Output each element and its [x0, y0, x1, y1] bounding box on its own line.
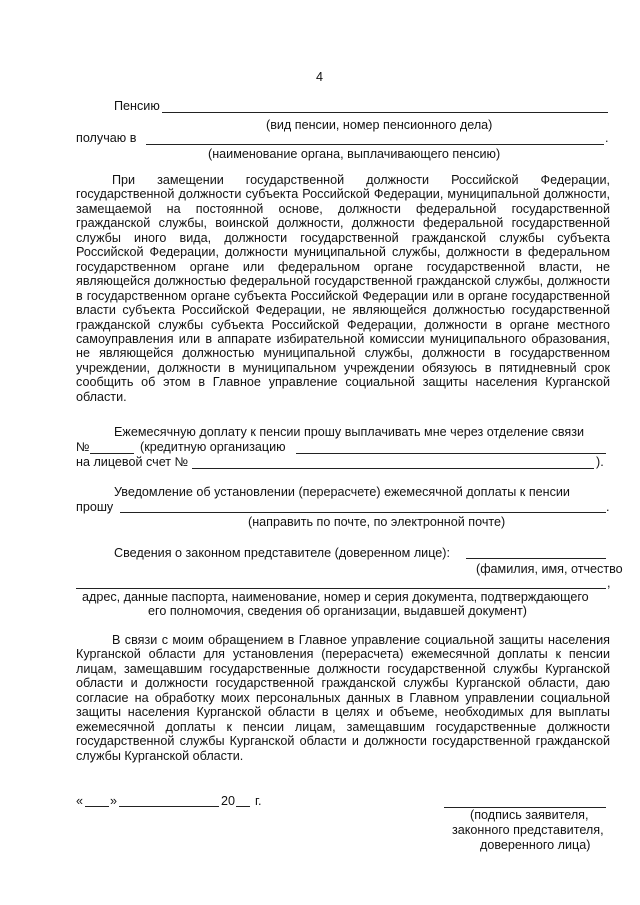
- page-number: 4: [316, 70, 324, 84]
- representative-note-line1: адрес, данные паспорта, наименование, номер и серия документа, подтверждающего: [82, 590, 589, 604]
- payment-no-label: №: [76, 440, 90, 454]
- notification-ask: прошу: [76, 500, 114, 514]
- consent-text: В связи с моим обращением в Главное управление социальной защиты населения Курганской области для установления (перерасчета) ежемесячной доплаты к пенсии лицам, замещавшим государственные должности государственной службы Курганской области и должности государственной гражданской службы Курганской области, даю согласие на обработку моих персональных данных в Главном управлении социальной защиты населения Курганской области в целях и объеме, необходимых для выплаты ежемесячной доплаты к пенсии лицам, замещавшим государственные должности государственной службы Курганской области и должности государственной гражданской службы Курганской области.: [76, 633, 610, 763]
- credit-org-field[interactable]: [296, 453, 606, 454]
- obligation-text: При замещении государственной должности Российской Федерации, государственной должности субъекта Российской Федерации, муниципальной должности, замещаемой на постоянной основе, должности федеральной государственной гражданской службы, воинской должности, должности федеральной государственной службы иного вида, должности государственной гражданской службы субъекта Российской Федерации, должности муниципальной службы, должности в федеральном государственном органе или федеральном органе государственной власти, не являющейся должностью федеральной государственной гражданской службы, должности в государственном органе субъекта Российской Федерации или в органе государственной власти субъекта Российской Федерации, не являющейся должностью государственной гражданской службы субъекта Российской Федерации, должности в органе местного самоуправления или в аппарате избирательной комиссии муниципального образования, не являющейся должностью муниципальной службы, должности в государственном учреждении, должности в муниципальном учреждении обязуюсь в пятидневный срок сообщить об этом в Главное управление социальной защиты населения Курганской области.: [76, 173, 610, 404]
- receive-note: (наименование органа, выплачивающего пенсию): [208, 147, 501, 161]
- date-month-field[interactable]: [119, 806, 219, 807]
- date-year-prefix: 20: [221, 794, 236, 808]
- representative-note-right: (фамилия, имя, отчество: [476, 562, 623, 576]
- pension-note: (вид пенсии, номер пенсионного дела): [266, 118, 493, 132]
- signature-note-3: доверенного лица): [480, 838, 591, 852]
- representative-details-field[interactable]: [76, 588, 606, 589]
- pension-field[interactable]: [162, 112, 608, 113]
- notification-field[interactable]: [120, 512, 606, 513]
- signature-note-1: (подпись заявителя,: [470, 808, 589, 822]
- representative-note-line2: его полномочия, сведения об организации, выдавшей документ): [148, 604, 527, 618]
- representative-name-field[interactable]: [466, 558, 606, 559]
- account-close: ).: [596, 455, 604, 469]
- notification-dot: .: [606, 500, 610, 514]
- receive-label: получаю в: [76, 131, 137, 145]
- date-open-quote: «: [76, 794, 84, 808]
- payment-line1: Ежемесячную доплату к пенсии прошу выплачивать мне через отделение связи: [114, 425, 585, 439]
- representative-comma: ,: [607, 576, 611, 590]
- payment-credit-org-label: (кредитную организацию: [140, 440, 286, 454]
- pension-label: Пенсию: [114, 99, 160, 113]
- date-year-suffix: г.: [255, 794, 262, 808]
- representative-label: Сведения о законном представителе (доверенном лице):: [114, 546, 450, 560]
- account-field[interactable]: [192, 468, 594, 469]
- signature-note-2: законного представителя,: [452, 823, 604, 837]
- obligation-paragraph: [76, 173, 610, 404]
- date-year-field[interactable]: [236, 806, 250, 807]
- date-day-field[interactable]: [85, 806, 109, 807]
- notification-line1: Уведомление об установлении (перерасчете) ежемесячной доплаты к пенсии: [114, 485, 570, 499]
- receive-dot: .: [605, 131, 609, 145]
- receive-field[interactable]: [146, 144, 604, 145]
- account-label: на лицевой счет №: [76, 455, 189, 469]
- payment-no-field[interactable]: [90, 453, 134, 454]
- consent-paragraph: [76, 633, 610, 763]
- notification-note: (направить по почте, по электронной почте): [248, 515, 506, 529]
- date-close-quote: »: [110, 794, 118, 808]
